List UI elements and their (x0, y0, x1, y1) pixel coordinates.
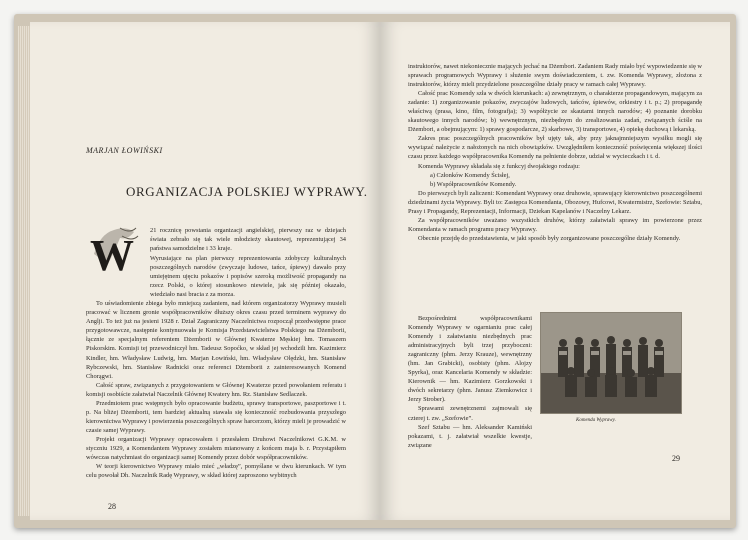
author-name: MARJAN ŁOWIŃSKI (86, 146, 163, 155)
right-page (380, 22, 730, 520)
list-item: b) Współpracowników Komendy. (430, 180, 517, 188)
paragraph: Do pierwszych byli zaliczeni: Komendant Wyprawy oraz druhowie, sprawujący kierownictwo poszczególnemi dziedzinami życia Wyprawy. Byli to: Zastępca Komendanta, Obozowy, Hufcowi, Kwatermistrz, Szefowie: Sztabu, Prasy i Propagandy, Reprezentacji, Informacji, Dziekan Kapelanów i Naczelny Lekarz. (408, 189, 702, 215)
paragraph: Przedmiotem prac wstępnych było opracowanie budżetu, sprawy transportowe, paszportowe i t. p. Na bliżej Dżemborii, tem bardziej aktualną stawała się konieczność rozbudowania przyszłego kierownictwa Wyprawy i powierzenia poszczególnych spraw harcerzom, którzy mieli je prowadzić w czasie samej Wyprawy. (86, 399, 346, 434)
left-body (86, 254, 346, 480)
paragraph: Komenda Wyprawy składała się z funkcyj dwojakiego rodzaju: (418, 162, 580, 170)
left-page (30, 22, 380, 520)
paragraph: Zakres prac poszczególnych pracowników był ujęty tak, aby przy jaknajmniejszym wysiłku mogli się wywiązać należycie z nałożonych na nich obowiązków. Uwzględniłem konieczność poświęcenia większej ilości czasu przez każdego współpracownika Komendy na pełnienie dobrze, udział w wycieczkach i t. d. (408, 135, 702, 161)
photo-caption: Komenda Wyprawy. (576, 418, 616, 423)
paragraph: Bezpośrednimi współpracownikami Komendy Wyprawy w ogarnianiu prac całej Komendy i załatwianiu niezbędnych prac administracyjnych byli trzej przyboczni: zagraniczny (phm. Jerzy Krauze), wewnętrzny (hm. Jan Grabicki), osobisty (phm. Alojzy Spyrka), oraz Kancelaria Komendy w składzie: Kierownik — hm. Kazimierz Gorzkowski i dwóch sekretarzy (phm. Janusz Ziemkowicz i Jerzy Strober). (408, 315, 532, 404)
page-number-right: 29 (672, 454, 680, 463)
paragraph: Wyrusiające na plan pierwszy reprezentowania zdobyczy kulturalnych poszczególnych narodów (zwyczaje ludowe, tańce, śpiewy) dawało przy umiejętnem ujęciu pokazów i popisów szeroką możliwość propagandy na rzecz Polski, o której stosunkowo niewiele, jak się później okazało, wiedziało nasi bracia z za morza. (150, 255, 346, 299)
paragraph: Sprawami zewnętrznemi zajmowali się czterej t. zw. „Szefowie”. (408, 405, 532, 422)
left-body-intro (150, 226, 346, 253)
paragraph: To uświadomienie zbiega było mniejszą zadaniem, nad którem organizatorzy Wyprawy musieli pracować w licznem gronie współpracowników dłuższy okres czasu przed terminem wyprawy do Anglji. To też już na jesieni 1928 r. Dział Zagraniczny Naczelnictwa rozpoczął przedwstępne prace przygotowawcze, następnie kontynuowała je Komisja Przedstawicielstwa Polskiego na Dżemborii, łącznie ze specjalnym referentem Dżemborii w Głównej Kwaterze Męskiej hm. Tomaszem Piskorskim. Komisji tej przewodniczył hm. Tadeusz Sopoćko, w skład jej wchodzili hm. Kazimierz Kindler, hm. Władysław Ludwig, hm. Marjan Łowiński, hm. Władysław Olędzki, hm. Stanisław Rybczewski, hm. Stanisław Radnicki oraz referenci Dżemborii z zainteresowanych Komend Chorągwi. (86, 300, 346, 380)
right-body-top (408, 62, 702, 243)
page-number-left: 28 (108, 502, 116, 511)
article-title: ORGANIZACJA POLSKIEJ WYPRAWY. (126, 184, 368, 199)
right-body-column (408, 314, 532, 450)
group-photo (540, 312, 682, 414)
paragraph: Obecnie przejdę do przedstawienia, w jaki sposób były zorganizowane poszczególne działy Komendy. (418, 234, 681, 242)
page-edges (18, 26, 30, 516)
paragraph: 21 rocznicę powstania organizacji angielskiej, pierwszy raz w dziejach świata zebrało się tak wiele młodzieży skautowej, reprezentującej 34 państwa samodzielne i 33 kraje. (150, 227, 346, 253)
book (14, 14, 736, 528)
paragraph: Za współpracowników uważano wszystkich druhów, którzy załatwiali sprawy im powierzone przez Komendanta w ramach programu pracy Wyprawy. (408, 216, 702, 233)
paragraph: W teorji kierownictwo Wyprawy miało mieć „władzę”, pomyślane w dwu kierunkach. W tym celu powołał Dh. Naczelnik Radę Wyprawy, w skład której zaproszono wybitnych (86, 463, 346, 480)
paragraph: Projekt organizacji Wyprawy opracowałem i przesłałem Druhowi Naczelnikowi G.K.M. w styczniu 1929, a Komendantem Wyprawy zostałem mianowany z końcem maja b. r. Przystąpiłem wówczas natychmiast do organizacji samej Komendy przez dobór współpracowników. (86, 435, 346, 462)
paragraph: Całość spraw, związanych z przygotowaniem w Głównej Kwaterze przed powołaniem referatu i komisji osobiście załatwiał Naczelnik Głównej Kwatery hm. Rz. Stanisław Sedlaczek. (86, 381, 346, 398)
list-item: a) Członków Komendy Ścisłej, (430, 171, 510, 179)
paragraph: Całość prac Komendy szła w dwóch kierunkach: a) zewnętrznym, o charakterze propagandowym, mającym za zadanie: 1) zorganizowanie pokazów, zwyczajów ludowych, tańców, śpiewów, orkiestry i t. p.; 2) propagandę właściwą (prasa, kino, film, fotografja); 3) współżycie ze skautami innych narodów; 4) poznanie dorobku skautowego innych narodów; b) wewnętrznym, niezbędnym do zrealizowania zadań, związanych ściśle na Dżembori, a obejmującym: 1) sprawy gospodarcze, 2) skarbowe, 3) transportowe, 4) opiekę duchową i lekarską. (408, 90, 702, 134)
paragraph: instruktorów, nawet niekoniecznie mających jechać na Dżembori. Zadaniem Rady miało być wypowiedzenie się w sprawach programowych Wyprawy i służenie swym doświadczeniem, t. zw. Komenda Wyprawy, złożona z instruktorów, którzy mieli przydzielone poszczególne działy pracy w ramach całej Wyprawy. (408, 63, 702, 89)
paragraph: Szef Sztabu — hm. Aleksander Kamiński pokazami, t. j. załatwiał wszelkie kwestje, związane (408, 423, 532, 449)
initial-letter: W (90, 231, 134, 276)
